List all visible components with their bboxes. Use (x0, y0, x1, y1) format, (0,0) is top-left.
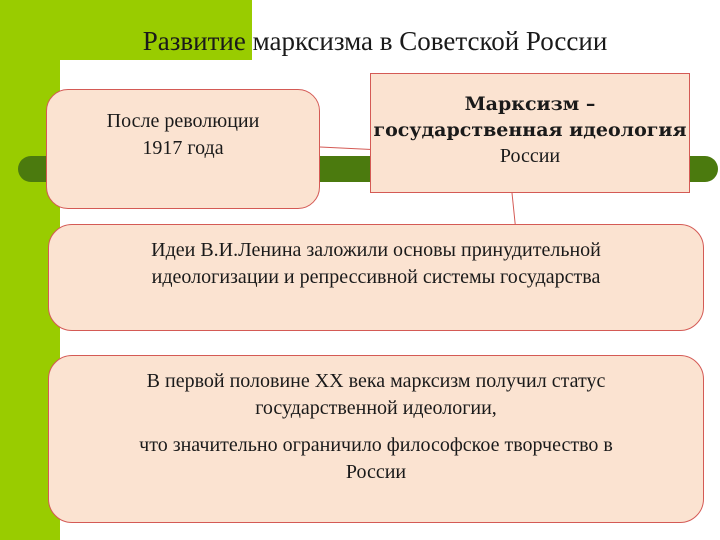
status-line-3: что значительно ограничило философское творчество в (139, 434, 613, 456)
marxism-box (370, 73, 690, 193)
revolution-box (46, 89, 320, 209)
lenin-box (48, 224, 704, 331)
status-line-1: В первой половине XX века марксизм получил статус (146, 370, 606, 392)
revolution-line-1: После революции (106, 110, 260, 132)
marxism-line-1: Марксизм – (464, 93, 596, 115)
revolution-line-2: 1917 года (142, 137, 224, 159)
status-box (48, 355, 704, 523)
marxism-line-2: государственная идеология (373, 118, 687, 141)
status-line-2: государственной идеологии, (255, 397, 497, 419)
lenin-line-1: Идеи В.И.Ленина заложили основы принудительной (151, 239, 601, 261)
slide-title: Развитие марксизма в Советской России (142, 26, 608, 56)
lenin-line-2: идеологизации и репрессивной системы государства (151, 266, 601, 288)
status-line-4: России (345, 461, 407, 483)
marxism-line-3: России (499, 145, 561, 168)
